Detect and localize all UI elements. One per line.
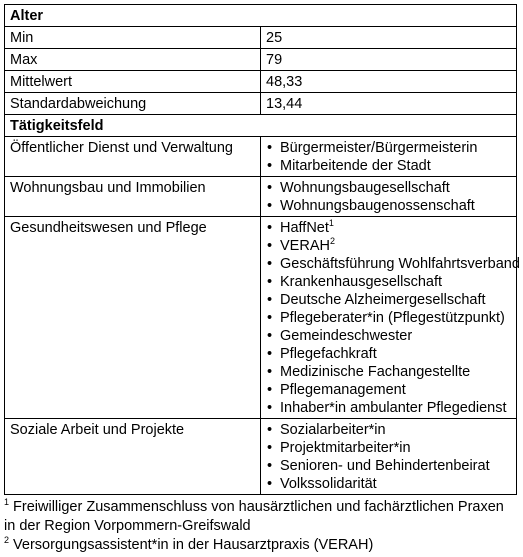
bullet-list — [266, 179, 511, 216]
footnote-ref: 1 — [328, 218, 334, 229]
footnotes — [4, 498, 519, 555]
list-item — [266, 237, 511, 255]
list-item-text: Pflegemanagement — [280, 382, 406, 398]
list-item-text: Sozialarbeiter*in — [280, 422, 386, 438]
row-label: Standardabweichung — [5, 93, 261, 115]
bullet-icon: • — [267, 140, 273, 156]
list-item-text: Wohnungsbaugesellschaft — [280, 180, 450, 196]
list-item — [266, 421, 511, 439]
table-row — [5, 27, 517, 49]
field-header: Tätigkeitsfeld — [5, 115, 517, 137]
bullet-icon: • — [267, 310, 273, 326]
field-label: Öffentlicher Dienst und Verwaltung — [5, 137, 261, 177]
list-item — [266, 139, 511, 157]
list-item — [266, 255, 520, 273]
row-value: 79 — [261, 49, 517, 71]
list-item-text: VERAH — [280, 238, 330, 254]
bullet-icon: • — [267, 440, 273, 456]
list-item-text: Senioren- und Behindertenbeirat — [280, 458, 490, 474]
bullet-icon: • — [267, 364, 273, 380]
footnote-ref: 2 — [329, 236, 335, 247]
bullet-list — [266, 218, 520, 418]
bullet-icon: • — [267, 274, 273, 290]
bullet-icon: • — [267, 256, 273, 272]
table-row — [5, 49, 517, 71]
list-item — [266, 219, 511, 237]
list-item — [266, 457, 511, 475]
footnote — [4, 536, 519, 555]
row-value: 13,44 — [261, 93, 517, 115]
list-item-text: Deutsche Alzheimergesellschaft — [280, 292, 486, 308]
bullet-icon: • — [267, 328, 273, 344]
footnote — [4, 498, 519, 536]
list-item — [266, 345, 511, 363]
row-value: 25 — [261, 27, 517, 49]
list-item-text: Pflegefachkraft — [280, 346, 377, 362]
bullet-icon: • — [267, 198, 273, 214]
footnote-mark: 1 — [4, 497, 10, 508]
list-item-text: HaffNet — [280, 220, 329, 236]
bullet-icon: • — [267, 346, 273, 362]
bullet-icon: • — [267, 220, 273, 236]
table-body — [5, 5, 520, 495]
bullet-icon: • — [267, 292, 273, 308]
list-item-text: Krankenhausgesellschaft — [280, 274, 443, 290]
table-row — [5, 71, 517, 93]
list-item-text: Volkssolidarität — [280, 476, 377, 492]
list-item-text: Wohnungsbaugenossenschaft — [280, 198, 475, 214]
field-items-cell — [261, 217, 520, 419]
row-value: 48,33 — [261, 71, 517, 93]
list-item — [266, 273, 511, 291]
bullet-list — [266, 421, 511, 494]
table-row — [5, 177, 517, 217]
bullet-list — [266, 139, 511, 176]
bullet-icon: • — [267, 382, 273, 398]
field-items-cell — [261, 137, 517, 177]
bullet-icon: • — [267, 458, 273, 474]
footnote-mark: 2 — [4, 535, 10, 546]
list-item-text: Inhaber*in ambulanter Pflegedienst — [280, 400, 507, 416]
list-item — [266, 475, 511, 493]
bullet-icon: • — [267, 180, 273, 196]
field-label: Wohnungsbau und Immobilien — [5, 177, 261, 217]
bullet-icon: • — [267, 238, 273, 254]
field-header-row — [5, 115, 517, 137]
list-item — [266, 381, 511, 399]
list-item — [266, 399, 511, 417]
list-item-text: Geschäftsführung Wohlfahrtsverband — [280, 256, 520, 272]
table-row — [5, 217, 517, 419]
list-item — [266, 197, 511, 215]
list-item — [266, 439, 511, 457]
bullet-icon: • — [267, 400, 273, 416]
list-item-text: Mitarbeitende der Stadt — [280, 158, 431, 174]
row-label: Min — [5, 27, 261, 49]
list-item — [266, 363, 511, 381]
bullet-icon: • — [267, 422, 273, 438]
field-label: Gesundheitswesen und Pflege — [5, 217, 261, 419]
bullet-icon: • — [267, 158, 273, 174]
field-items-cell — [261, 419, 517, 495]
list-item-text: Gemeindeschwester — [280, 328, 413, 344]
table-row — [5, 93, 517, 115]
footnote-text: Versorgungsassistent*in in der Hausarztpraxis (VERAH) — [9, 537, 374, 553]
list-item — [266, 179, 511, 197]
list-item — [266, 327, 511, 345]
bullet-icon: • — [267, 476, 273, 492]
list-item — [266, 157, 511, 175]
list-item — [266, 291, 511, 309]
row-label: Mittelwert — [5, 71, 261, 93]
data-table — [4, 4, 520, 495]
age-header-row — [5, 5, 517, 27]
field-items-cell — [261, 177, 517, 217]
row-label: Max — [5, 49, 261, 71]
footnote-text: Freiwilliger Zusammenschluss von hausärztlichen und fachärztlichen Praxen in der Region Vorpommern-Greifswald — [4, 499, 504, 534]
list-item — [266, 309, 511, 327]
table-row — [5, 137, 517, 177]
field-label: Soziale Arbeit und Projekte — [5, 419, 261, 495]
age-header: Alter — [5, 5, 517, 27]
list-item-text: Bürgermeister/Bürgermeisterin — [280, 140, 478, 156]
list-item-text: Projektmitarbeiter*in — [280, 440, 411, 456]
table-row — [5, 419, 517, 495]
list-item-text: Pflegeberater*in (Pflegestützpunkt) — [280, 310, 505, 326]
list-item-text: Medizinische Fachangestellte — [280, 364, 471, 380]
